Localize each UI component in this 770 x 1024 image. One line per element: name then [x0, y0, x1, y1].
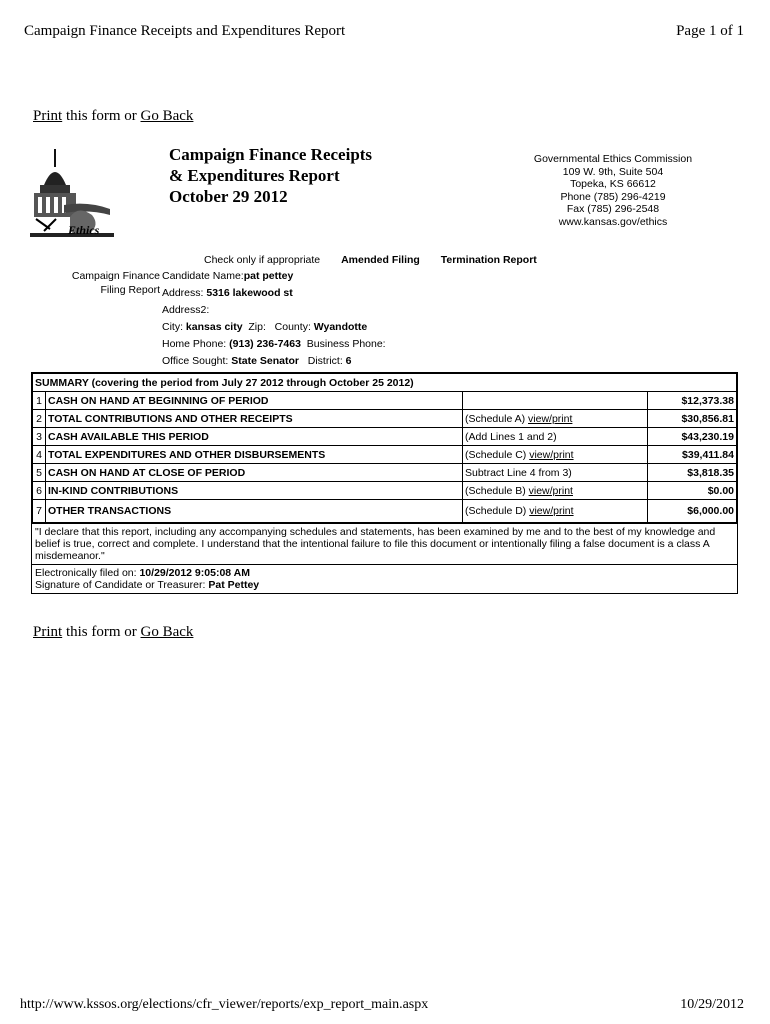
- schedule-c-view-print-link[interactable]: view/print: [529, 448, 574, 461]
- office-row: [162, 353, 386, 370]
- row-amount: $0.00: [648, 482, 737, 500]
- row-number: 5: [33, 464, 46, 482]
- city-value: kansas city: [185, 321, 243, 333]
- row-number: 6: [33, 482, 46, 500]
- row-amount: $43,230.19: [648, 428, 737, 446]
- check-label: Check only if appropriate: [204, 254, 321, 266]
- schedule-text: (Schedule B): [465, 484, 529, 497]
- zip-label: Zip:: [248, 321, 266, 333]
- table-row: [33, 500, 737, 523]
- address-row: [162, 285, 386, 302]
- filing-side-label: [64, 269, 160, 297]
- row-number: 1: [33, 392, 46, 410]
- row-label: TOTAL EXPENDITURES AND OTHER DISBURSEMENTS: [46, 446, 463, 464]
- nav-text: this form or: [62, 108, 141, 124]
- page-header-title: Campaign Finance Receipts and Expenditures Report: [24, 23, 346, 39]
- declaration-text: "I declare that this report, including any accompanying schedules and statements, has been examined by me and to the best of my knowledge and belief is true, correct and complete. I understand that the intentional failure to file this document or intentionally filing a false document is a class A misdemeanor.": [32, 523, 737, 564]
- row-label: OTHER TRANSACTIONS: [46, 500, 463, 523]
- go-back-link[interactable]: Go Back: [140, 624, 194, 640]
- schedule-a-view-print-link[interactable]: view/print: [528, 412, 573, 425]
- table-row: [33, 428, 737, 446]
- district-label: District:: [307, 355, 343, 367]
- filing-type-row: [204, 252, 555, 269]
- row-label: TOTAL CONTRIBUTIONS AND OTHER RECEIPTS: [46, 410, 463, 428]
- row-amount: $39,411.84: [648, 446, 737, 464]
- page-number: Page 1 of 1: [676, 23, 744, 39]
- amended-filing: Amended Filing: [341, 254, 420, 266]
- commission-city: Topeka, KS 66612: [570, 178, 656, 190]
- nav-text: this form or: [62, 624, 141, 640]
- row-number: 4: [33, 446, 46, 464]
- office-label: Office Sought:: [162, 355, 229, 367]
- schedule-b-view-print-link[interactable]: view/print: [528, 484, 573, 497]
- candidate-name-row: [162, 268, 386, 285]
- row-number: 3: [33, 428, 46, 446]
- row-label: IN-KIND CONTRIBUTIONS: [46, 482, 463, 500]
- row-amount: $6,000.00: [648, 500, 737, 523]
- nav-top: [33, 108, 193, 125]
- phone-row: [162, 336, 386, 353]
- report-title-line1: Campaign Finance Receipts: [169, 145, 373, 164]
- row-amount: $30,856.81: [648, 410, 737, 428]
- nav-bottom: [33, 624, 193, 641]
- schedule-text: (Schedule A): [465, 412, 529, 425]
- row-schedule: [463, 482, 648, 500]
- address-value: 5316 lakewood st: [206, 287, 293, 299]
- office-value: State Senator: [231, 355, 299, 367]
- row-schedule: [463, 500, 648, 523]
- report-title-line2: & Expenditures Report: [169, 166, 340, 185]
- address2-row: [162, 302, 386, 319]
- row-schedule: [463, 464, 648, 482]
- row-number: 2: [33, 410, 46, 428]
- print-link[interactable]: Print: [33, 108, 63, 124]
- report-date: October 29 2012: [169, 187, 288, 206]
- side-label-line2: Filing Report: [100, 284, 160, 296]
- termination-report: Termination Report: [440, 254, 537, 266]
- summary-header: SUMMARY (covering the period from July 27 2012 through October 25 2012): [33, 374, 737, 392]
- row-label: CASH AVAILABLE THIS PERIOD: [46, 428, 463, 446]
- row-schedule: [463, 428, 648, 446]
- schedule-text: (Schedule C): [465, 448, 530, 461]
- signature-label: Signature of Candidate or Treasurer:: [35, 579, 209, 591]
- row-schedule: [463, 410, 648, 428]
- table-row: [33, 392, 737, 410]
- schedule-text: Subtract Line 4 from 3): [465, 466, 572, 479]
- filed-label: Electronically filed on:: [35, 567, 140, 579]
- commission-address: [520, 153, 706, 228]
- schedule-text: (Add Lines 1 and 2): [465, 430, 557, 443]
- candidate-info: [162, 268, 386, 370]
- print-link[interactable]: Print: [33, 624, 63, 640]
- schedule-d-view-print-link[interactable]: view/print: [529, 505, 574, 517]
- footer-date: 10/29/2012: [680, 997, 744, 1012]
- row-schedule: [463, 392, 648, 410]
- logo-text: Ethics: [68, 223, 100, 237]
- business-phone-label: Business Phone:: [306, 338, 386, 350]
- commission-street: 109 W. 9th, Suite 504: [562, 165, 664, 178]
- summary-table: [31, 372, 738, 594]
- name-label: Candidate Name:: [162, 270, 244, 282]
- commission-web: www.kansas.gov/ethics: [558, 215, 668, 228]
- table-row: [33, 464, 737, 482]
- district-value: 6: [345, 355, 352, 367]
- filed-value: 10/29/2012 9:05:08 AM: [139, 567, 250, 579]
- table-row: [33, 446, 737, 464]
- side-label-line1: Campaign Finance: [71, 270, 160, 282]
- county-value: Wyandotte: [313, 321, 368, 333]
- name-value: pat pettey: [243, 270, 294, 282]
- commission-fax: Fax (785) 296-2548: [566, 203, 660, 215]
- address2-label: Address2:: [162, 304, 210, 316]
- signature-value: Pat Pettey: [208, 579, 260, 591]
- signature-row: [35, 579, 734, 591]
- report-title: [169, 144, 372, 207]
- row-amount: $12,373.38: [648, 392, 737, 410]
- go-back-link[interactable]: Go Back: [140, 108, 194, 124]
- home-phone-value: (913) 236-7463: [229, 338, 301, 350]
- city-row: [162, 319, 386, 336]
- table-row: [33, 410, 737, 428]
- address-label: Address:: [162, 287, 204, 299]
- home-phone-label: Home Phone:: [162, 338, 227, 350]
- table-row: [33, 482, 737, 500]
- summary-header-row: [33, 374, 737, 392]
- row-label: CASH ON HAND AT CLOSE OF PERIOD: [46, 464, 463, 482]
- county-label: County:: [274, 321, 311, 333]
- city-label: City:: [162, 321, 183, 333]
- footer-url: http://www.kssos.org/elections/cfr_viewer/reports/exp_report_main.aspx: [20, 997, 429, 1012]
- schedule-text: (Schedule D): [465, 505, 530, 517]
- row-number: 7: [33, 500, 46, 523]
- commission-phone: Phone (785) 296-4219: [560, 190, 666, 203]
- filing-signature: [32, 564, 737, 593]
- row-amount: $3,818.35: [648, 464, 737, 482]
- filed-row: [35, 567, 734, 579]
- row-schedule: [463, 446, 648, 464]
- ethics-logo: [30, 145, 116, 241]
- commission-name: Governmental Ethics Commission: [533, 153, 693, 165]
- row-label: CASH ON HAND AT BEGINNING OF PERIOD: [46, 392, 463, 410]
